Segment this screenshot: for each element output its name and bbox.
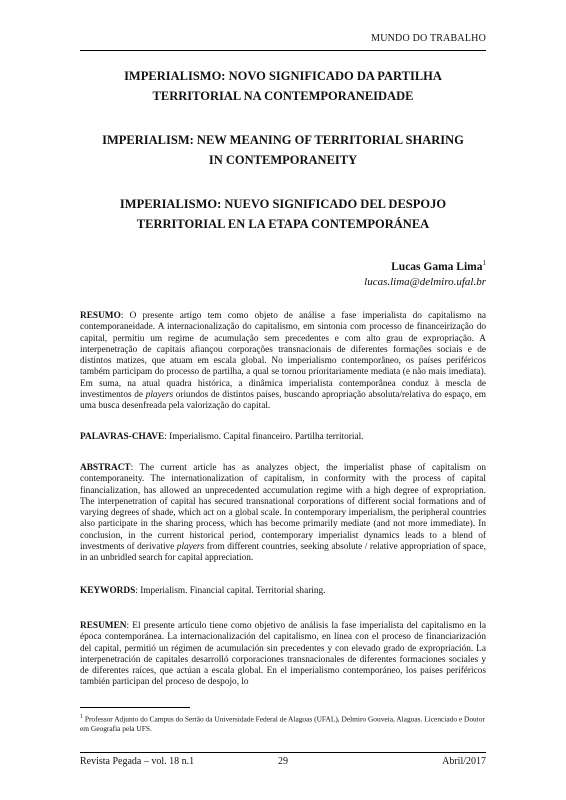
palavras-chave-label: PALAVRAS-CHAVE: [80, 432, 165, 442]
author-footnote-mark: 1: [482, 259, 486, 267]
title-en-line1: IMPERIALISM: NEW MEANING OF TERRITORIAL SHARING: [102, 133, 464, 147]
resumen-label: RESUMEN: [80, 621, 127, 631]
title-pt-line2: TERRITORIAL NA CONTEMPORANEIDADE: [152, 89, 414, 103]
resumo-text-b: oriundos de distintos países, buscando apropriação absoluta/relativa do espaço, em uma busca desenfreada pela valorização do capital.: [80, 390, 487, 412]
running-header: MUNDO DO TRABALHO: [371, 33, 486, 44]
abstract-text-b: from different countries, seeking absolute / relative appropriation of space, in an unbridled search for capital appreciation.: [80, 542, 486, 564]
resumo-text-a: : O presente artigo tem como objeto de análise a fase imperialista do capitalismo na contemporaneidade. A internacionalização do capitalismo, em sintonia com processo de financeirização do capital, permitiu um regime de acumulação sem precedentes e com alto grau de expropriação. A interpenetração de capitais afiançou corporações transnacionais de diferentes formações sociais e de distintos matizes, que atuam em escala global. No imperialismo contemporâneo, os países periféricos também participam do processo de partilha, a qual se tornou prioritariamente mediata (e não mais imediata). Em suma, na atual quadra histórica, a dinâmica imperialista contemporânea conduz à mescla de investimentos de: [80, 311, 486, 401]
title-es-line2: TERRITORIAL EN LA ETAPA CONTEMPORÁNEA: [136, 217, 430, 231]
footer-journal: Revista Pegada – vol. 18 n.1: [80, 756, 195, 767]
title-english: [80, 130, 486, 170]
footnote-text: Professor Adjunto do Campus do Sertão da Universidade Federal de Alagoas (UFAL), Delmiro Gouveia, Alagoas. Licenciado e Doutor em Geografia pela UFS.: [80, 714, 485, 734]
title-spanish: [80, 194, 486, 234]
author-email[interactable]: lucas.lima@delmiro.ufal.br: [364, 275, 486, 288]
abstract-paragraph: [80, 463, 486, 565]
resumo-label: RESUMO: [80, 311, 121, 321]
title-portuguese: [80, 66, 486, 106]
page-number: 29: [278, 756, 288, 767]
abstract-italic: players: [176, 542, 205, 553]
abstract-label: ABSTRACT: [80, 463, 131, 473]
title-es-line1: IMPERIALISMO: NUEVO SIGNIFICADO DEL DESPOJO: [119, 197, 447, 211]
footer-rule: [80, 752, 486, 753]
keywords-text: : Imperialism. Financial capital. Territorial sharing.: [135, 586, 326, 596]
resumen-text: : El presente artículo tiene como objetivo de análisis la fase imperialista del capitalismo en la época contemporánea. La internacionalización del capitalismo, en línea con el proceso de financiarización del capital, permitió un régimen de acumulación sin precedentes y con elevado grado de expropriación. La interpenetración de capitales desarrolló corporaciones transnacionales de diferentes formaciones sociales y de diferentes raíces, que actúan a escala global. En el imperialismo contemporáneo, los países periféricos también participan del proceso de despojo, lo: [80, 621, 486, 688]
keywords-label: KEYWORDS: [80, 586, 136, 596]
resumen-paragraph: [80, 621, 486, 689]
header-rule: [80, 50, 486, 51]
palavras-chave: [80, 432, 486, 443]
keywords: [80, 586, 486, 597]
footer-date: Abril/2017: [442, 756, 486, 767]
footnote: [80, 712, 486, 734]
abstract-text-a: : The current article has as analyzes object, the imperialist phase of capitalism on contemporaneity. The internationalization of capitalism, in conformity with the process of capital financialization, has allowed an unprecedented accumulation regime with a high degree of expropriation. The interpenetration of capital has secured transnational corporations of different social formations and of varying degrees of shade, which act on a global scale. In contemporary imperialism, the peripheral countries also participate in the sharing process, which has become primarily mediate (and not more immediate). In conclusion, in the current historical period, contemporary imperialist dynamics leads to a blend of investments of derivative: [80, 463, 486, 553]
author-name: Lucas Gama Lima: [391, 260, 483, 273]
palavras-chave-text: : Imperialismo. Capital financeiro. Partilha territorial.: [164, 432, 364, 442]
title-en-line2: IN CONTEMPORANEITY: [208, 153, 358, 167]
page-footer: [80, 756, 486, 767]
resumo-italic: players: [145, 390, 174, 401]
title-pt-line1: IMPERIALISMO: NOVO SIGNIFICADO DA PARTILHA: [124, 69, 442, 83]
author-block: [364, 256, 486, 290]
footnote-mark: 1: [80, 714, 83, 720]
resumo-paragraph: [80, 311, 486, 413]
footnote-rule: [80, 707, 190, 708]
